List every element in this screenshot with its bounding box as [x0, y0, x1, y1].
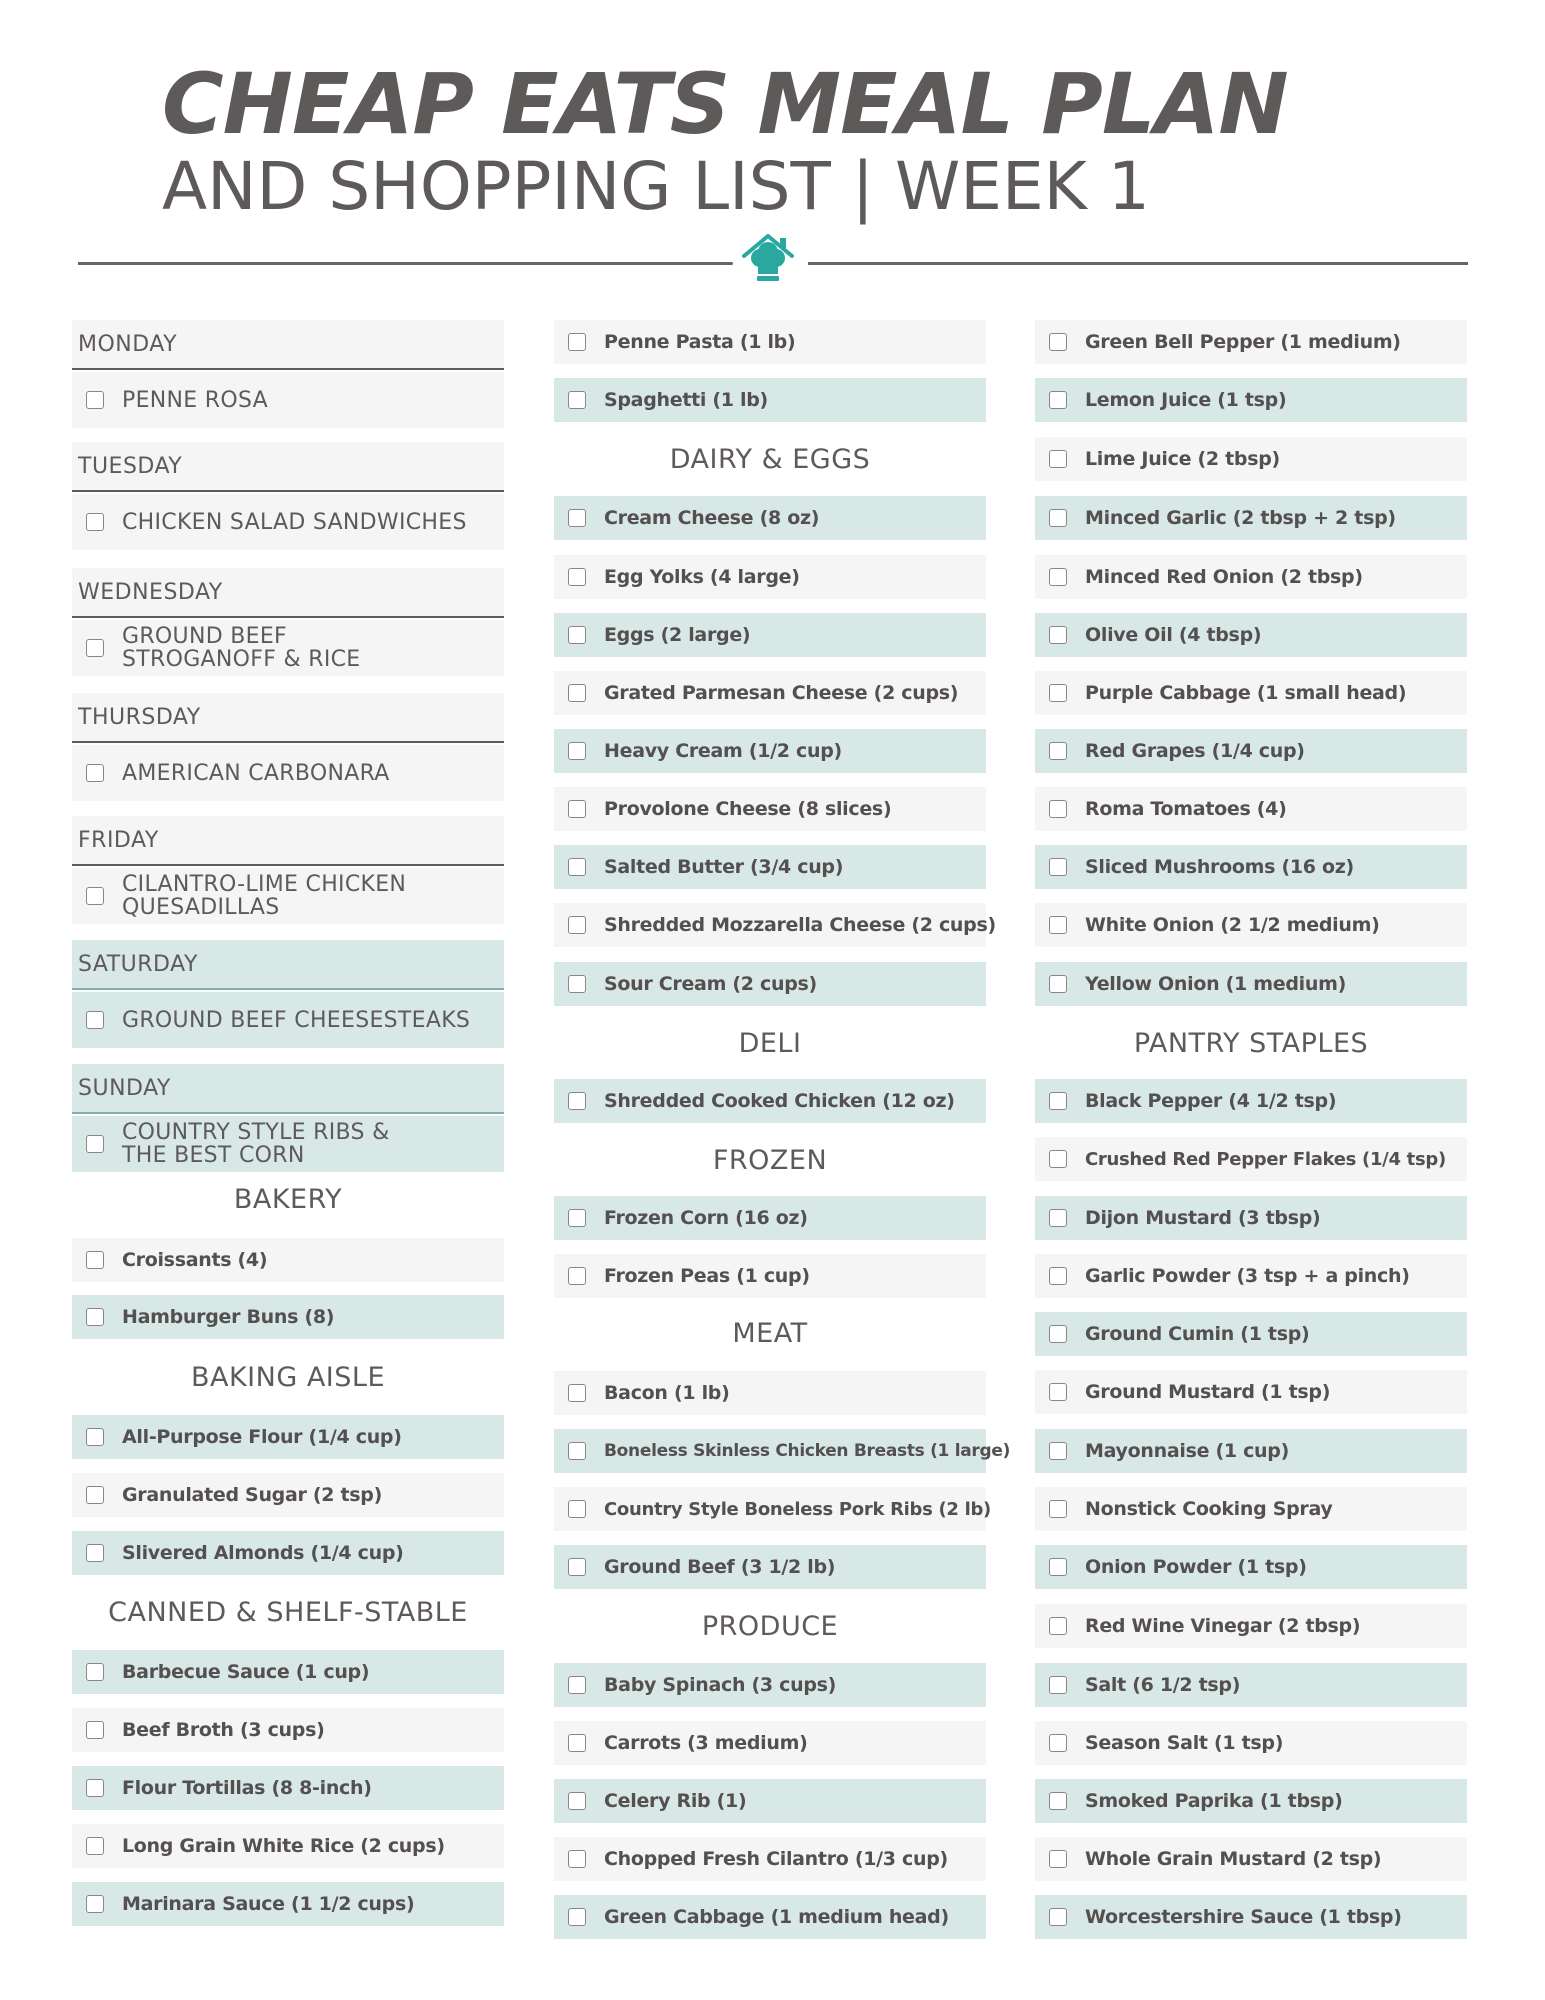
- checkbox[interactable]: [86, 1544, 104, 1562]
- checkbox[interactable]: [568, 1850, 586, 1868]
- checkbox[interactable]: [568, 568, 586, 586]
- item-label: Egg Yolks (4 large): [604, 566, 800, 588]
- checkbox[interactable]: [1049, 391, 1067, 409]
- meal-name: CHICKEN SALAD SANDWICHES: [122, 509, 467, 535]
- checkbox[interactable]: [568, 333, 586, 351]
- checkbox[interactable]: [1049, 568, 1067, 586]
- checkbox[interactable]: [86, 513, 104, 531]
- list-item[interactable]: [554, 1487, 991, 1531]
- meal-name: CILANTRO-LIME CHICKEN QUESADILLAS: [122, 872, 407, 920]
- list-item[interactable]: [554, 1721, 986, 1765]
- item-label: Cream Cheese (8 oz): [604, 507, 820, 529]
- list-item[interactable]: [554, 1545, 986, 1589]
- section-title-deli: DELI: [738, 1028, 802, 1059]
- checkbox[interactable]: [1049, 1850, 1067, 1868]
- page-header: [0, 0, 1545, 300]
- item-label: Chopped Fresh Cilantro (1/3 cup): [604, 1848, 948, 1870]
- item-label: Barbecue Sauce (1 cup): [122, 1661, 370, 1683]
- day-meal-monday[interactable]: [72, 372, 504, 428]
- list-item[interactable]: [1035, 787, 1467, 831]
- checkbox[interactable]: [1049, 684, 1067, 702]
- checkbox[interactable]: [86, 1721, 104, 1739]
- item-label: Beef Broth (3 cups): [122, 1719, 325, 1741]
- item-label: Grated Parmesan Cheese (2 cups): [604, 682, 959, 704]
- checkbox[interactable]: [1049, 742, 1067, 760]
- item-label: Shredded Mozzarella Cheese (2 cups): [604, 914, 996, 936]
- item-label: Sliced Mushrooms (16 oz): [1085, 856, 1354, 878]
- list-item[interactable]: [554, 729, 986, 773]
- item-label: Bacon (1 lb): [604, 1382, 730, 1404]
- item-label: Heavy Cream (1/2 cup): [604, 740, 842, 762]
- checkbox[interactable]: [1049, 1617, 1067, 1635]
- checkbox[interactable]: [1049, 1325, 1067, 1343]
- checkbox[interactable]: [1049, 1209, 1067, 1227]
- day-heading-sunday: SUNDAY: [72, 1064, 504, 1114]
- checkbox[interactable]: [86, 764, 104, 782]
- item-label: Smoked Paprika (1 tbsp): [1085, 1790, 1343, 1812]
- checkbox[interactable]: [86, 1837, 104, 1855]
- day-heading-tuesday: TUESDAY: [72, 442, 504, 492]
- checkbox[interactable]: [568, 1792, 586, 1810]
- item-label: Ground Cumin (1 tsp): [1085, 1323, 1310, 1345]
- item-label: Red Grapes (1/4 cup): [1085, 740, 1305, 762]
- checkbox[interactable]: [1049, 1908, 1067, 1926]
- list-item[interactable]: [1035, 1312, 1467, 1356]
- section-title-canned: CANNED & SHELF-STABLE: [108, 1597, 468, 1628]
- checkbox[interactable]: [1049, 1792, 1067, 1810]
- checkbox[interactable]: [1049, 916, 1067, 934]
- checkbox[interactable]: [1049, 800, 1067, 818]
- checkbox[interactable]: [568, 916, 586, 934]
- section-title-pantry: PANTRY STAPLES: [1133, 1028, 1369, 1059]
- item-label: Ground Beef (3 1/2 lb): [604, 1556, 836, 1578]
- checkbox[interactable]: [568, 391, 586, 409]
- list-item[interactable]: [554, 903, 996, 947]
- list-item[interactable]: [72, 1238, 504, 1282]
- item-label: Yellow Onion (1 medium): [1085, 973, 1346, 995]
- item-label: Penne Pasta (1 lb): [604, 331, 796, 353]
- item-label: Boneless Skinless Chicken Breasts (1 large): [604, 1441, 1011, 1461]
- day-heading-monday: MONDAY: [72, 320, 504, 370]
- checkbox[interactable]: [1049, 1500, 1067, 1518]
- list-item[interactable]: [1035, 1837, 1467, 1881]
- list-item[interactable]: [72, 1531, 504, 1575]
- checkbox[interactable]: [568, 1209, 586, 1227]
- checkbox[interactable]: [86, 1779, 104, 1797]
- item-label: Carrots (3 medium): [604, 1732, 808, 1754]
- checkbox[interactable]: [568, 975, 586, 993]
- checkbox[interactable]: [1049, 1267, 1067, 1285]
- checkbox[interactable]: [86, 1308, 104, 1326]
- list-item[interactable]: [72, 1295, 504, 1339]
- list-item[interactable]: [554, 671, 986, 715]
- checkbox[interactable]: [86, 1895, 104, 1913]
- item-label: Frozen Corn (16 oz): [604, 1207, 808, 1229]
- item-label: Onion Powder (1 tsp): [1085, 1556, 1307, 1578]
- item-label: Baby Spinach (3 cups): [604, 1674, 837, 1696]
- item-label: Red Wine Vinegar (2 tbsp): [1085, 1615, 1361, 1637]
- checkbox[interactable]: [1049, 1734, 1067, 1752]
- meal-name: GROUND BEEF CHEESESTEAKS: [122, 1007, 471, 1033]
- list-item[interactable]: [1035, 1487, 1467, 1531]
- list-item[interactable]: [1035, 1137, 1467, 1181]
- item-label: Olive Oil (4 tbsp): [1085, 624, 1262, 646]
- item-label: Country Style Boneless Pork Ribs (2 lb): [604, 1498, 991, 1520]
- item-label: Flour Tortillas (8 8-inch): [122, 1777, 372, 1799]
- list-item[interactable]: [1035, 1429, 1467, 1473]
- item-label: Spaghetti (1 lb): [604, 389, 768, 411]
- meal-name: GROUND BEEF STROGANOFF & RICE: [122, 624, 361, 672]
- list-item[interactable]: [1035, 1254, 1467, 1298]
- list-item[interactable]: [1035, 613, 1467, 657]
- list-item[interactable]: [554, 1663, 986, 1707]
- section-title-bakery: BAKERY: [233, 1184, 343, 1215]
- checkbox[interactable]: [1049, 1558, 1067, 1576]
- list-item[interactable]: [72, 1473, 504, 1517]
- item-label: Salt (6 1/2 tsp): [1085, 1674, 1241, 1696]
- item-label: Whole Grain Mustard (2 tsp): [1085, 1848, 1382, 1870]
- checkbox[interactable]: [1049, 1676, 1067, 1694]
- list-item[interactable]: [1035, 729, 1467, 773]
- checkbox[interactable]: [1049, 858, 1067, 876]
- item-label: Minced Red Onion (2 tbsp): [1085, 566, 1363, 588]
- list-item[interactable]: [1035, 1196, 1467, 1240]
- list-item[interactable]: [554, 1079, 986, 1123]
- meal-name: AMERICAN CARBONARA: [122, 760, 390, 786]
- checkbox[interactable]: [1049, 1150, 1067, 1168]
- list-item[interactable]: [1035, 1079, 1467, 1123]
- day-heading-saturday: SATURDAY: [72, 940, 504, 990]
- list-item[interactable]: [72, 1650, 504, 1694]
- list-item[interactable]: [1035, 437, 1467, 481]
- checkbox[interactable]: [568, 509, 586, 527]
- list-item[interactable]: [1035, 378, 1467, 422]
- list-item[interactable]: [1035, 962, 1467, 1006]
- list-item[interactable]: [554, 1196, 986, 1240]
- list-item[interactable]: [72, 1824, 504, 1868]
- checkbox[interactable]: [86, 887, 104, 905]
- day-meal-sunday[interactable]: [72, 1116, 504, 1172]
- list-item[interactable]: [1035, 555, 1467, 599]
- item-label: Sour Cream (2 cups): [604, 973, 817, 995]
- day-meal-wednesday[interactable]: [72, 620, 504, 676]
- house-chef-hat-icon: [738, 230, 798, 286]
- list-item[interactable]: [72, 1708, 504, 1752]
- day-meal-friday[interactable]: [72, 868, 504, 924]
- list-item[interactable]: [72, 1882, 504, 1926]
- item-label: Crushed Red Pepper Flakes (1/4 tsp): [1085, 1148, 1446, 1170]
- list-item[interactable]: [554, 320, 986, 364]
- list-item[interactable]: [1035, 671, 1467, 715]
- checkbox[interactable]: [86, 1428, 104, 1446]
- item-label: Mayonnaise (1 cup): [1085, 1440, 1289, 1462]
- checkbox[interactable]: [86, 639, 104, 657]
- item-label: White Onion (2 1/2 medium): [1085, 914, 1380, 936]
- item-label: Black Pepper (4 1/2 tsp): [1085, 1090, 1337, 1112]
- header-divider-right: [808, 262, 1468, 265]
- list-item[interactable]: [554, 1895, 986, 1939]
- day-heading-thursday: THURSDAY: [72, 693, 504, 743]
- item-label: Salted Butter (3/4 cup): [604, 856, 844, 878]
- list-item[interactable]: [554, 555, 986, 599]
- item-label: Minced Garlic (2 tbsp + 2 tsp): [1085, 507, 1396, 529]
- item-label: Green Cabbage (1 medium head): [604, 1906, 949, 1928]
- list-item[interactable]: [1035, 1545, 1467, 1589]
- list-item[interactable]: [1035, 845, 1467, 889]
- checkbox[interactable]: [568, 1092, 586, 1110]
- day-meal-thursday[interactable]: [72, 745, 504, 801]
- list-item[interactable]: [554, 1779, 986, 1823]
- checkbox[interactable]: [1049, 509, 1067, 527]
- list-item[interactable]: [72, 1766, 504, 1810]
- checkbox[interactable]: [568, 1676, 586, 1694]
- list-item[interactable]: [554, 1371, 986, 1415]
- item-label: Granulated Sugar (2 tsp): [122, 1484, 382, 1506]
- item-label: Eggs (2 large): [604, 624, 751, 646]
- list-item[interactable]: [554, 1254, 986, 1298]
- checkbox[interactable]: [568, 800, 586, 818]
- list-item[interactable]: [1035, 320, 1467, 364]
- checkbox[interactable]: [568, 1500, 586, 1518]
- list-item[interactable]: [1035, 1721, 1467, 1765]
- section-title-frozen: FROZEN: [712, 1145, 828, 1176]
- section-title-meat: MEAT: [732, 1318, 808, 1349]
- checkbox[interactable]: [86, 391, 104, 409]
- checkbox[interactable]: [568, 858, 586, 876]
- checkbox[interactable]: [1049, 975, 1067, 993]
- list-item[interactable]: [554, 962, 986, 1006]
- checkbox[interactable]: [568, 684, 586, 702]
- checkbox[interactable]: [1049, 1092, 1067, 1110]
- checkbox[interactable]: [86, 1251, 104, 1269]
- day-meal-tuesday[interactable]: [72, 494, 504, 550]
- checkbox[interactable]: [568, 1442, 586, 1460]
- list-item[interactable]: [1035, 1663, 1467, 1707]
- day-meal-saturday[interactable]: [72, 992, 504, 1048]
- checkbox[interactable]: [1049, 626, 1067, 644]
- list-item[interactable]: [72, 1415, 504, 1459]
- item-label: Ground Mustard (1 tsp): [1085, 1381, 1331, 1403]
- item-label: Slivered Almonds (1/4 cup): [122, 1542, 404, 1564]
- list-item[interactable]: [1035, 1895, 1467, 1939]
- meal-name: COUNTRY STYLE RIBS & THE BEST CORN: [122, 1120, 390, 1168]
- checkbox[interactable]: [86, 1011, 104, 1029]
- item-label: Provolone Cheese (8 slices): [604, 798, 892, 820]
- day-heading-wednesday: WEDNESDAY: [72, 568, 504, 618]
- item-label: Nonstick Cooking Spray: [1085, 1498, 1333, 1520]
- checkbox[interactable]: [568, 1267, 586, 1285]
- item-label: Croissants (4): [122, 1249, 268, 1271]
- section-title-dairy: DAIRY & EGGS: [669, 444, 871, 475]
- checkbox[interactable]: [568, 626, 586, 644]
- checkbox[interactable]: [568, 1734, 586, 1752]
- section-title-produce: PRODUCE: [701, 1611, 839, 1642]
- list-item[interactable]: [554, 845, 986, 889]
- checkbox[interactable]: [86, 1135, 104, 1153]
- checkbox[interactable]: [1049, 333, 1067, 351]
- item-label: All-Purpose Flour (1/4 cup): [122, 1426, 402, 1448]
- checkbox[interactable]: [86, 1486, 104, 1504]
- item-label: Purple Cabbage (1 small head): [1085, 682, 1407, 704]
- list-item[interactable]: [1035, 1779, 1467, 1823]
- item-label: Shredded Cooked Chicken (12 oz): [604, 1090, 955, 1112]
- item-label: Hamburger Buns (8): [122, 1306, 335, 1328]
- checkbox[interactable]: [1049, 450, 1067, 468]
- list-item[interactable]: [1035, 903, 1467, 947]
- checkbox[interactable]: [568, 1384, 586, 1402]
- list-item[interactable]: [554, 1429, 1011, 1473]
- item-label: Roma Tomatoes (4): [1085, 798, 1287, 820]
- header-divider-left: [78, 262, 733, 265]
- item-label: Dijon Mustard (3 tbsp): [1085, 1207, 1321, 1229]
- item-label: Season Salt (1 tsp): [1085, 1732, 1284, 1754]
- checkbox[interactable]: [86, 1663, 104, 1681]
- meal-name: PENNE ROSA: [122, 387, 268, 413]
- list-item[interactable]: [1035, 1370, 1467, 1414]
- list-item[interactable]: [554, 378, 986, 422]
- item-label: Long Grain White Rice (2 cups): [122, 1835, 445, 1857]
- checkbox[interactable]: [1049, 1442, 1067, 1460]
- checkbox[interactable]: [568, 1558, 586, 1576]
- item-label: Lemon Juice (1 tsp): [1085, 389, 1287, 411]
- list-item[interactable]: [554, 787, 986, 831]
- page-subtitle: AND SHOPPING LIST | WEEK 1: [162, 148, 1150, 225]
- list-item[interactable]: [554, 613, 986, 657]
- item-label: Frozen Peas (1 cup): [604, 1265, 810, 1287]
- section-title-baking-aisle: BAKING AISLE: [190, 1362, 386, 1393]
- list-item[interactable]: [1035, 1604, 1467, 1648]
- item-label: Lime Juice (2 tbsp): [1085, 448, 1280, 470]
- page-title: CHEAP EATS MEAL PLAN: [162, 55, 1288, 153]
- checkbox[interactable]: [568, 742, 586, 760]
- item-label: Green Bell Pepper (1 medium): [1085, 331, 1401, 353]
- item-label: Garlic Powder (3 tsp + a pinch): [1085, 1265, 1410, 1287]
- item-label: Worcestershire Sauce (1 tbsp): [1085, 1906, 1402, 1928]
- checkbox[interactable]: [568, 1908, 586, 1926]
- day-heading-friday: FRIDAY: [72, 816, 504, 866]
- list-item[interactable]: [554, 496, 986, 540]
- item-label: Marinara Sauce (1 1/2 cups): [122, 1893, 415, 1915]
- list-item[interactable]: [1035, 496, 1467, 540]
- checkbox[interactable]: [1049, 1383, 1067, 1401]
- item-label: Celery Rib (1): [604, 1790, 747, 1812]
- list-item[interactable]: [554, 1837, 986, 1881]
